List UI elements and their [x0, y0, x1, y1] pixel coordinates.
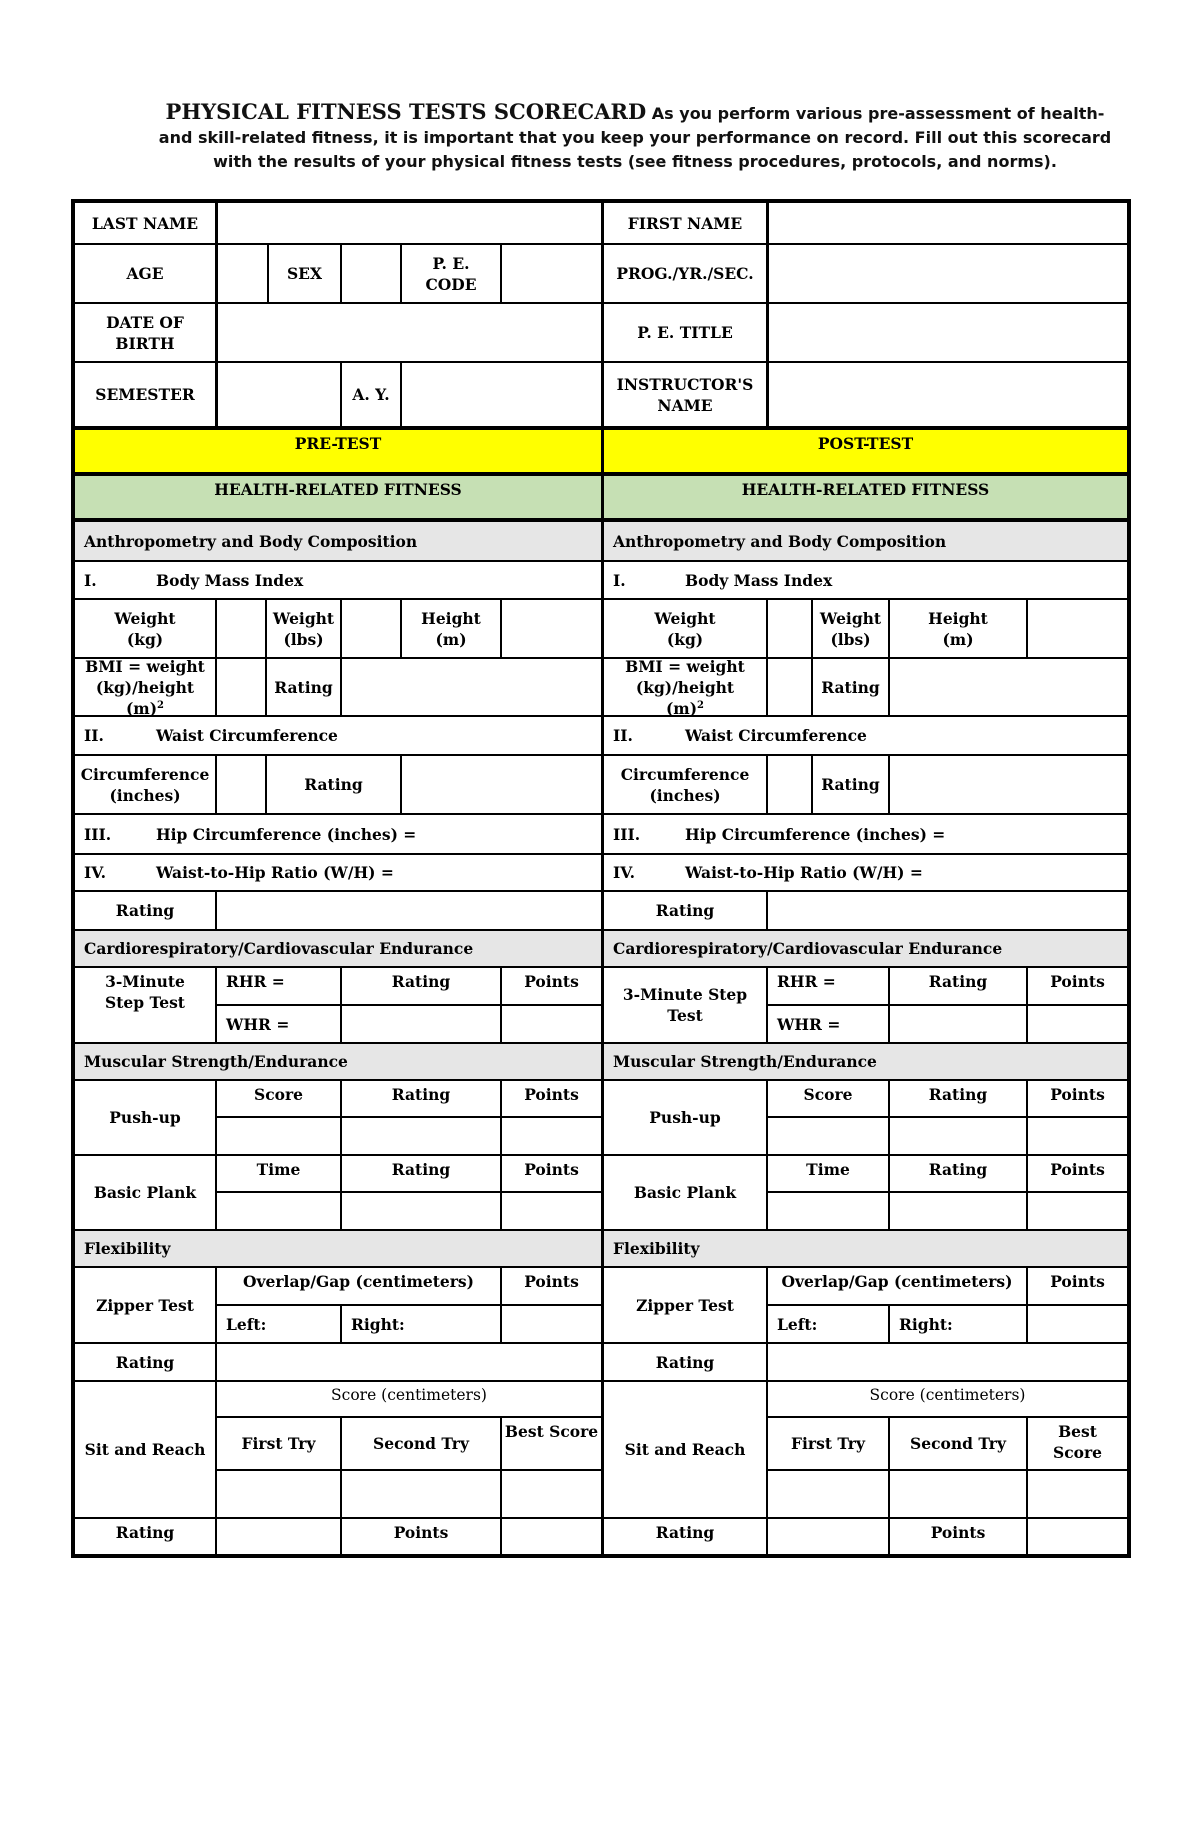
pre-bmi-title: Body Mass Index [156, 570, 304, 590]
pre-anthro-title: Anthropometry and Body Composition [84, 531, 418, 551]
pre-pushup-points-label: Points [524, 1085, 579, 1104]
post-step-test-label: 3-Minute Step Test [622, 985, 748, 1025]
pre-best-score-label: Best Score [504, 1422, 599, 1441]
prog-yr-sec-label: PROG./YR./SEC. [616, 264, 754, 283]
post-rhr-label: RHR = [777, 972, 836, 991]
pre-muscular-title: Muscular Strength/Endurance [84, 1052, 348, 1071]
pre-whr-step-label: WHR = [226, 1014, 290, 1034]
last-name-label: LAST NAME [91, 213, 199, 233]
post-step-points-label: Points [1050, 972, 1105, 991]
post-waist-num: II. [613, 726, 633, 745]
post-best-score-label: Best Score [1053, 1422, 1102, 1462]
semester-label: SEMESTER [95, 385, 195, 404]
post-test-header: POST-TEST [817, 434, 914, 453]
pre-health-header: HEALTH-RELATED FITNESS [214, 480, 462, 499]
post-sit-reach-label: Sit and Reach [624, 1440, 746, 1459]
post-zipper-label: Zipper Test [636, 1295, 734, 1315]
pre-step-points-label: Points [524, 972, 579, 991]
pre-sit-reach-label: Sit and Reach [84, 1440, 206, 1459]
pre-pushup-label: Push-up [109, 1108, 181, 1127]
pe-code-label: P. E. CODE [425, 253, 477, 294]
pre-overlap-label: Overlap/Gap (centimeters) [243, 1272, 474, 1291]
pre-whr-title: Waist-to-Hip Ratio (W/H) = [156, 863, 394, 882]
pre-plank-points-label: Points [524, 1160, 579, 1179]
pre-zipper-right-label: Right: [351, 1314, 405, 1334]
sex-label: SEX [286, 264, 323, 283]
post-zipper-rating-label: Rating [655, 1352, 715, 1372]
pre-circ-rating-label: Rating [304, 775, 363, 794]
pre-waist-num: II. [84, 726, 104, 745]
post-sit-points-label: Points [930, 1523, 986, 1542]
pre-test-header: PRE-TEST [294, 434, 382, 453]
pre-plank-label: Basic Plank [93, 1183, 197, 1202]
pre-zipper-left-label: Left: [226, 1314, 267, 1334]
post-whr-title: Waist-to-Hip Ratio (W/H) = [685, 863, 923, 882]
page-title: PHYSICAL FITNESS TESTS SCORECARD [165, 99, 647, 124]
pre-plank-time-label: Time [256, 1160, 301, 1179]
pre-step-rating-label: Rating [391, 972, 451, 991]
post-whr-rating-label: Rating [655, 901, 715, 920]
pre-bmi-formula: BMI = weight (kg)/height $(m)^2$ [85, 656, 205, 718]
first-name-label: FIRST NAME [627, 213, 743, 233]
pre-bmi-num: I. [84, 570, 97, 590]
pre-zipper-label: Zipper Test [96, 1295, 194, 1315]
post-anthro-title: Anthropometry and Body Composition [613, 531, 947, 551]
pre-height-m-label: Height (m) [421, 608, 481, 649]
pre-plank-rating-label: Rating [391, 1160, 451, 1179]
post-plank-label: Basic Plank [633, 1183, 737, 1202]
post-weight-kg-label: Weight (kg) [654, 608, 716, 649]
pre-second-try-label: Second Try [373, 1434, 469, 1453]
post-zipper-left-label: Left: [777, 1314, 818, 1334]
post-second-try-label: Second Try [910, 1434, 1006, 1453]
intro-text: As you perform various pre-assessment of health- and skill-related fitness, it is important that you keep your performance on record. Fill out this scorecard with the results of your physical fitness tests (see fitness procedures, protocols, and norms). [158, 104, 1112, 171]
pre-whr-num: IV. [84, 863, 106, 882]
post-hip-num: III. [613, 824, 641, 844]
post-pushup-points-label: Points [1050, 1085, 1105, 1104]
post-whr-step-label: WHR = [777, 1014, 841, 1034]
post-bmi-formula: BMI = weight (kg)/height $(m)^2$ [625, 656, 745, 718]
pre-waist-title: Waist Circumference [156, 726, 338, 745]
post-weight-lbs-label: Weight (lbs) [819, 608, 882, 649]
post-pushup-rating-label: Rating [928, 1085, 988, 1104]
pre-first-try-label: First Try [241, 1434, 316, 1453]
pre-rhr-label: RHR = [226, 972, 285, 991]
post-overlap-label: Overlap/Gap (centimeters) [781, 1272, 1013, 1291]
pre-bmi-rating-label: Rating [274, 677, 333, 697]
pre-circ-label: Circumference (inches) [80, 764, 210, 805]
pre-cardio-title: Cardiorespiratory/Cardiovascular Endurance [84, 939, 474, 958]
post-pushup-label: Push-up [649, 1108, 721, 1127]
instructions [150, 100, 1120, 174]
post-first-try-label: First Try [791, 1434, 865, 1453]
instructor-label: INSTRUCTOR'S NAME [616, 374, 754, 415]
pre-step-test-label: 3-Minute Step Test [105, 972, 185, 1012]
post-zipper-right-label: Right: [899, 1314, 953, 1334]
post-sit-rating-label: Rating [655, 1523, 715, 1542]
post-bmi-title: Body Mass Index [685, 570, 833, 590]
post-health-header: HEALTH-RELATED FITNESS [741, 480, 990, 499]
pre-pushup-score-label: Score [254, 1085, 303, 1104]
age-label: AGE [126, 264, 164, 283]
post-whr-num: IV. [613, 863, 635, 882]
pre-weight-kg-label: Weight (kg) [114, 608, 176, 649]
pre-flex-title: Flexibility [84, 1239, 171, 1258]
pre-hip-num: III. [84, 824, 112, 844]
pre-sit-points-label: Points [393, 1523, 449, 1542]
post-circ-rating-label: Rating [821, 775, 880, 794]
post-circ-label: Circumference (inches) [620, 764, 750, 805]
post-score-cm-label: Score (centimeters) [869, 1386, 1026, 1404]
post-cardio-title: Cardiorespiratory/Cardiovascular Endurance [613, 939, 1003, 958]
post-plank-rating-label: Rating [928, 1160, 988, 1179]
date-of-birth-label: DATE OF BIRTH [106, 312, 184, 353]
pre-weight-lbs-label: Weight (lbs) [272, 608, 335, 649]
pe-title-label: P. E. TITLE [637, 323, 733, 342]
post-muscular-title: Muscular Strength/Endurance [613, 1052, 877, 1071]
pre-sit-rating-label: Rating [115, 1523, 175, 1542]
post-flex-title: Flexibility [613, 1239, 700, 1258]
post-hip-title: Hip Circumference (inches) = [685, 824, 946, 844]
pre-whr-rating-label: Rating [115, 901, 175, 920]
post-pushup-score-label: Score [803, 1085, 853, 1104]
post-bmi-rating-label: Rating [821, 677, 880, 697]
ay-label: A. Y. [352, 385, 390, 404]
pre-score-cm-label: Score (centimeters) [331, 1386, 487, 1404]
post-zipper-points-label: Points [1050, 1272, 1105, 1291]
post-waist-title: Waist Circumference [685, 726, 867, 745]
pre-zipper-rating-label: Rating [115, 1352, 175, 1372]
pre-hip-title: Hip Circumference (inches) = [156, 824, 417, 844]
post-height-m-label: Height (m) [928, 608, 988, 649]
pre-pushup-rating-label: Rating [391, 1085, 451, 1104]
scorecard-table [71, 199, 1131, 1558]
post-plank-time-label: Time [806, 1160, 850, 1179]
post-bmi-num: I. [613, 570, 626, 590]
post-step-rating-label: Rating [928, 972, 988, 991]
post-plank-points-label: Points [1050, 1160, 1105, 1179]
pre-zipper-points-label: Points [524, 1272, 579, 1291]
